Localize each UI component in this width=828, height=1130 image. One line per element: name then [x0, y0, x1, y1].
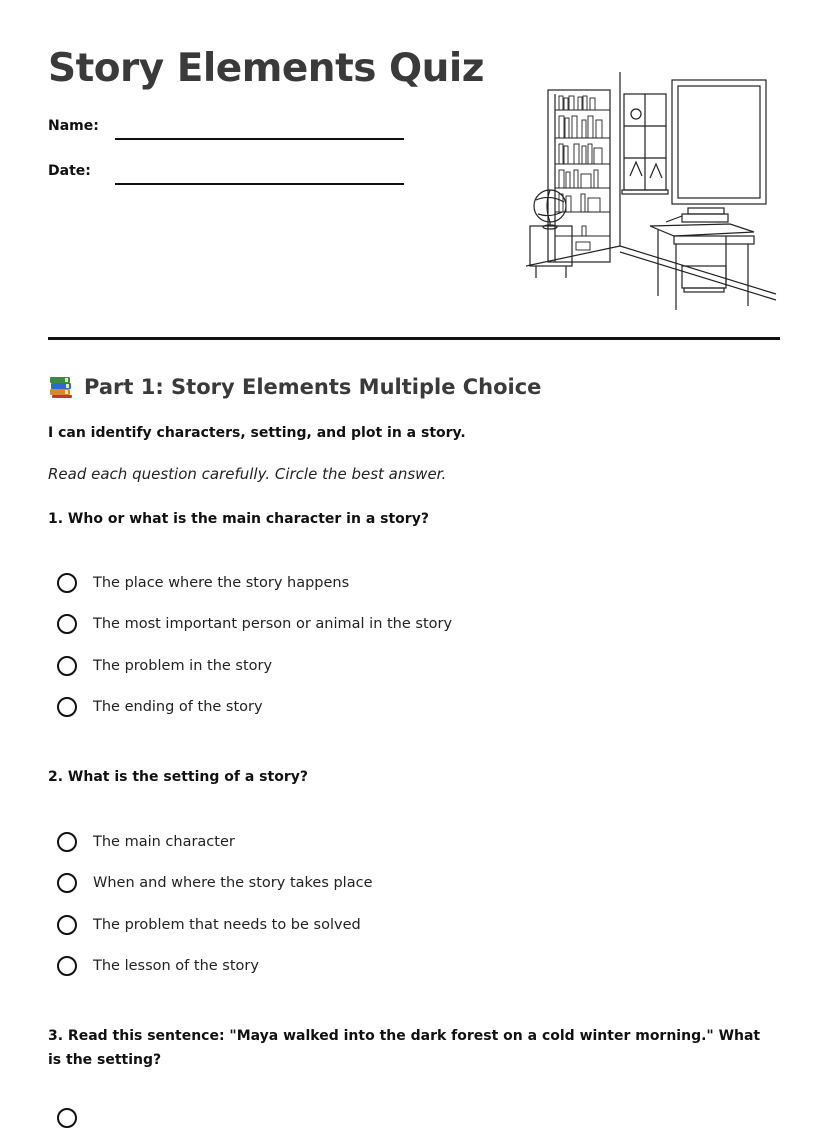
q1-option-c[interactable] — [57, 654, 272, 678]
question-3: 3. Read this sentence: "Maya walked into the dark forest on a cold winter morning." What is the setting? — [48, 1028, 761, 1068]
answer-bubble[interactable] — [57, 656, 77, 676]
option-text: The lesson of the story — [93, 958, 259, 974]
date-line[interactable] — [115, 183, 404, 185]
page-title: Story Elements Quiz — [48, 46, 484, 91]
answer-bubble[interactable] — [57, 832, 77, 852]
answer-bubble[interactable] — [57, 573, 77, 593]
option-text: The ending of the story — [93, 699, 263, 715]
part1-heading — [48, 374, 541, 400]
name-label: Name: — [48, 118, 99, 134]
option-text: The main character — [93, 834, 235, 850]
name-line[interactable] — [115, 138, 404, 140]
option-text: The most important person or animal in the story — [93, 616, 453, 632]
answer-bubble[interactable] — [57, 1108, 77, 1128]
option-text: The problem that needs to be solved — [93, 917, 361, 933]
option-text: When and where the story takes place — [93, 875, 373, 891]
q2-option-d[interactable] — [57, 954, 259, 978]
section-divider — [48, 337, 780, 340]
learning-objective: I can identify characters, setting, and plot in a story. — [48, 425, 466, 441]
answer-bubble[interactable] — [57, 614, 77, 634]
date-label: Date: — [48, 163, 91, 179]
classroom-illustration — [526, 66, 782, 314]
q2-option-c[interactable] — [57, 913, 361, 937]
answer-bubble[interactable] — [57, 697, 77, 717]
option-text: The place where the story happens — [93, 575, 350, 591]
answer-bubble[interactable] — [57, 873, 77, 893]
q2-option-a[interactable] — [57, 830, 235, 854]
q3-option-a[interactable] — [57, 1106, 93, 1130]
books-icon — [48, 374, 74, 400]
option-text: The problem in the story — [93, 658, 273, 674]
q1-option-a[interactable] — [57, 571, 349, 595]
answer-bubble[interactable] — [57, 956, 77, 976]
question-2: 2. What is the setting of a story? — [48, 769, 308, 785]
question-1: 1. Who or what is the main character in a story? — [48, 511, 429, 527]
q2-option-b[interactable] — [57, 871, 373, 895]
q1-option-d[interactable] — [57, 695, 263, 719]
answer-bubble[interactable] — [57, 915, 77, 935]
q1-option-b[interactable] — [57, 612, 452, 636]
part1-title: Part 1: Story Elements Multiple Choice — [84, 375, 542, 399]
instructions: Read each question carefully. Circle the best answer. — [48, 465, 447, 483]
